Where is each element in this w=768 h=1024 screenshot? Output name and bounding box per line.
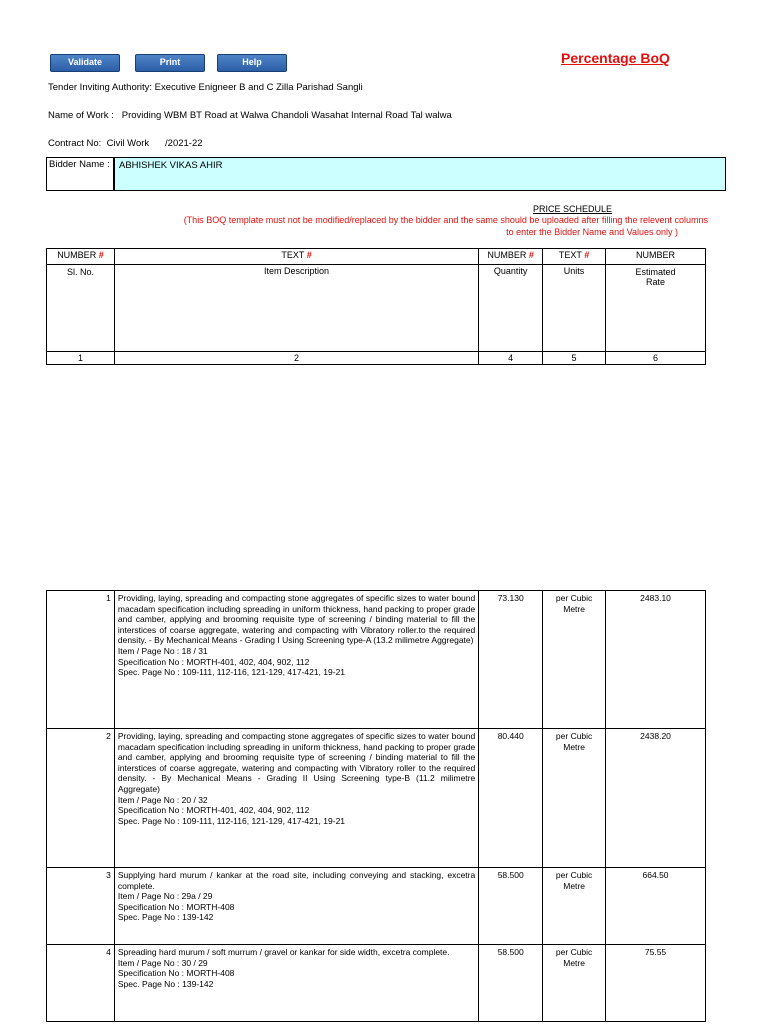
sl-no: 1 — [47, 591, 115, 729]
help-button[interactable]: Help — [217, 54, 287, 72]
page-title: Percentage BoQ — [561, 50, 670, 66]
item-description: Supplying hard murum / kankar at the road site, including conveying and stacking, excetra complete. Item / Page No : 29a / 29 Specification No : MORTH-408 Spec. Page No : 139-142 — [114, 868, 478, 945]
boq-header-table — [46, 248, 706, 365]
estimated-rate: 2438.20 — [606, 729, 706, 868]
quantity: 80.440 — [479, 729, 543, 868]
estimated-rate: 2483.10 — [606, 591, 706, 729]
estimated-rate: 664.50 — [606, 868, 706, 945]
quantity: 73.130 — [479, 591, 543, 729]
col-num-4: 5 — [543, 352, 606, 365]
column-label-row — [47, 265, 706, 352]
bidder-label: Bidder Name : — [46, 157, 114, 191]
col-type-3: NUMBER # — [479, 249, 543, 265]
price-schedule-note — [48, 214, 708, 238]
col-type-1: NUMBER # — [47, 249, 115, 265]
units: per Cubic Metre — [543, 729, 606, 868]
note-line-2: to enter the Bidder Name and Values only ) — [506, 227, 678, 237]
name-of-work: Name of Work : Providing WBM BT Road at Walwa Chandoli Wasahat Internal Road Tal walwa — [48, 110, 452, 121]
table-row — [47, 729, 706, 868]
col-type-4: TEXT # — [543, 249, 606, 265]
quantity: 58.500 — [479, 945, 543, 1022]
sl-no: 3 — [47, 868, 115, 945]
item-description: Providing, laying, spreading and compacting stone aggregates of specific sizes to water bound macadam specification including spreading in uniform thickness, hand packing to proper grade and camber, applying and brooming requisite type of screening / binding material to fill the interstices of coarse aggregate, watering and compacting with Vibratory roller to the required density. - By Mechanical Means - Grading II Using Screening type-B (11.2 milimetre Aggregate) Item / Page No : 20 / 32 Specification No : MORTH-401, 402, 404, 902, 112 Spec. Page No : 109-111, 112-116, 121-129, 417-421, 19-21 — [114, 729, 478, 868]
units: per Cubic Metre — [543, 945, 606, 1022]
col-num-1: 1 — [47, 352, 115, 365]
col-label-5: Estimated Rate — [606, 265, 706, 352]
column-number-row — [47, 352, 706, 365]
col-num-3: 4 — [479, 352, 543, 365]
tender-authority: Tender Inviting Authority: Executive Enigneer B and C Zilla Parishad Sangli — [48, 82, 363, 93]
col-type-5: NUMBER — [606, 249, 706, 265]
col-label-1: Sl. No. — [47, 265, 115, 352]
validate-button[interactable]: Validate — [50, 54, 120, 72]
units: per Cubic Metre — [543, 868, 606, 945]
price-schedule-title: PRICE SCHEDULE — [532, 204, 612, 214]
col-label-2: Item Description — [114, 265, 478, 352]
estimated-rate: 75.55 — [606, 945, 706, 1022]
item-description: Providing, laying, spreading and compacting stone aggregates of specific sizes to water bound macadam specification including spreading in uniform thickness, hand packing to proper grade and camber, applying and brooming requisite type of screening / binding material to fill the interstices of coarse aggregate, watering and compacting with Vibratory roller.to the required density. - By Mechanical Means - Grading I Using Screening type-A (13.2 milimetre Aggregate) Item / Page No : 18 / 31 Specification No : MORTH-401, 402, 404, 902, 112 Spec. Page No : 109-111, 112-116, 121-129, 417-421, 19-21 — [114, 591, 478, 729]
contract-no: Contract No: Civil Work /2021-22 — [48, 138, 203, 149]
sl-no: 4 — [47, 945, 115, 1022]
item-description: Spreading hard murum / soft murrum / gravel or kankar for side width, excetra complete. Item / Page No : 30 / 29 Specification No : MORTH-408 Spec. Page No : 139-142 — [114, 945, 478, 1022]
column-type-row — [47, 249, 706, 265]
bidder-row — [46, 157, 706, 193]
col-label-4: Units — [543, 265, 606, 352]
col-type-2: TEXT # — [114, 249, 478, 265]
print-button[interactable]: Print — [135, 54, 205, 72]
units: per Cubic Metre — [543, 591, 606, 729]
quantity: 58.500 — [479, 868, 543, 945]
col-num-2: 2 — [114, 352, 478, 365]
col-label-3: Quantity — [479, 265, 543, 352]
sl-no: 2 — [47, 729, 115, 868]
table-row — [47, 591, 706, 729]
bidder-name-field[interactable]: ABHISHEK VIKAS AHIR — [114, 157, 726, 191]
table-row — [47, 868, 706, 945]
note-line-1: (This BOQ template must not be modified/replaced by the bidder and the same should be uploaded after filling the relevent columns — [183, 215, 708, 225]
table-row — [47, 945, 706, 1022]
col-num-5: 6 — [606, 352, 706, 365]
boq-items-table — [46, 590, 706, 1022]
